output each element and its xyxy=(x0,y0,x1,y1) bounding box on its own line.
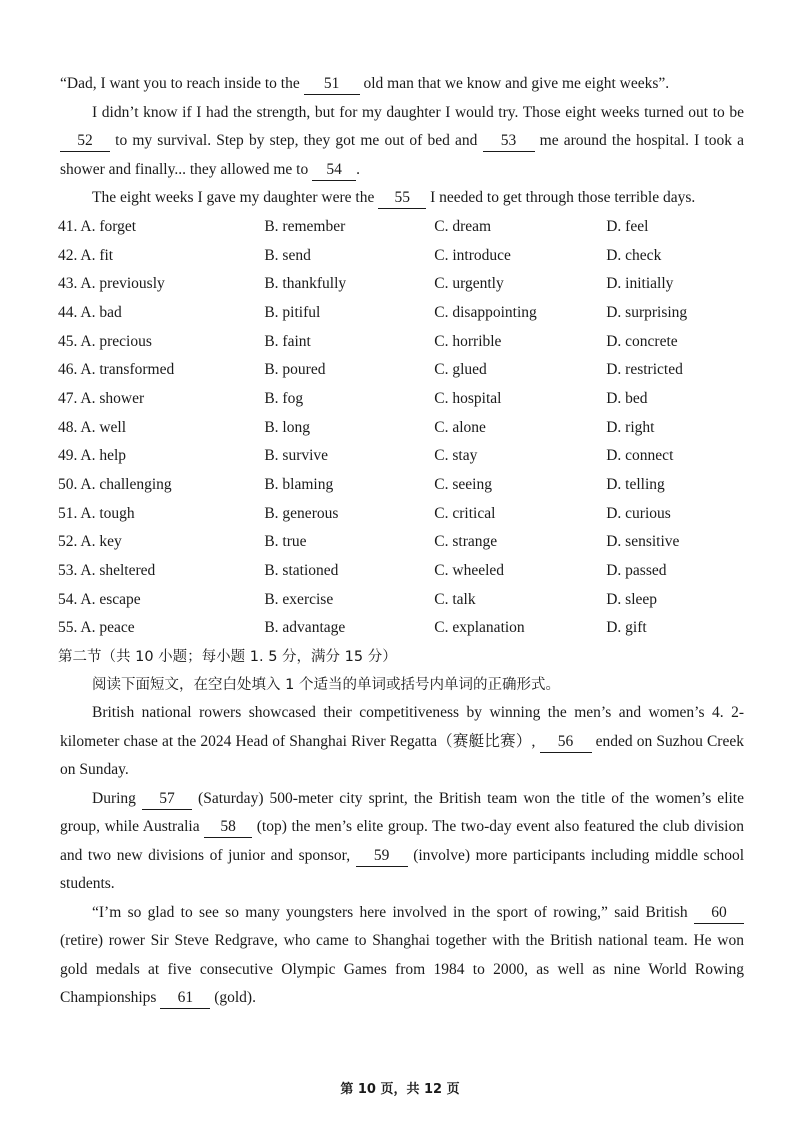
option-row xyxy=(58,270,758,299)
section-instruction: 阅读下面短文，在空白处填入 1 个适当的单词或括号内单词的正确形式。 xyxy=(92,676,560,693)
option-a: 53. A. sheltered xyxy=(58,562,156,580)
option-c: C. horrible xyxy=(434,332,502,350)
passage-paragraph-3: The eight weeks I gave my daughter were the 55 I needed to get through those terrible days. xyxy=(60,184,744,213)
option-a: 45. A. precious xyxy=(58,332,152,350)
option-c: C. hospital xyxy=(434,389,502,407)
option-c: C. dream xyxy=(434,217,492,235)
option-d: D. right xyxy=(606,418,655,436)
option-d: D. concrete xyxy=(606,332,678,350)
answer-blank-51: 51 xyxy=(304,74,360,95)
answer-blank-52: 52 xyxy=(60,131,110,152)
option-b: B. true xyxy=(264,533,307,551)
answer-blank-61: 61 xyxy=(160,988,210,1009)
exam-page xyxy=(60,70,744,1013)
option-c: C. strange xyxy=(434,533,498,551)
passage-paragraph-1: “Dad, I want you to reach inside to the 51 old man that we know and give me eight weeks”. xyxy=(60,70,744,99)
option-a: 52. A. key xyxy=(58,533,122,551)
option-b: B. advantage xyxy=(264,619,346,637)
option-a: 50. A. challenging xyxy=(58,476,172,494)
answer-blank-58: 58 xyxy=(204,817,252,838)
option-a: 41. A. forget xyxy=(58,217,137,235)
option-b: B. stationed xyxy=(264,562,339,580)
option-c: C. seeing xyxy=(434,476,492,494)
option-row xyxy=(58,499,758,528)
option-a: 44. A. bad xyxy=(58,303,122,321)
grammar-paragraph-2: During 57 (Saturday) 500-meter city sprint, the British team won the title of the women’s elite group, while Australia 58 (top) the men’s elite group. The two-day event also featured the club division and two new divisions of junior and sponsor, 59 (involve) more participants including middle school students. xyxy=(60,789,745,893)
option-a: 51. A. tough xyxy=(58,504,135,522)
option-d: D. feel xyxy=(606,217,649,235)
grammar-paragraph-1: British national rowers showcased their competitiveness by winning the men’s and women’s 4. 2-kilometer chase at the 2024 Head of Shanghai River Regatta（赛艇比赛）, 56 ended on Suzhou Creek on Sunday. xyxy=(60,704,744,779)
answer-blank-57: 57 xyxy=(142,789,192,810)
option-row xyxy=(58,585,758,614)
passage-paragraph-2: I didn’t know if I had the strength, but for my daughter I would try. Those eight weeks turned out to be 52 to my survival. Step by step, they got me out of bed and 53 me around the hospital. I took a shower and finally... they allowed me to 54 . xyxy=(60,99,744,185)
option-row xyxy=(58,528,758,557)
option-d: D. curious xyxy=(606,504,671,522)
option-row xyxy=(58,413,758,442)
answer-blank-54: 54 xyxy=(312,160,356,181)
option-c: C. glued xyxy=(434,361,487,379)
option-row xyxy=(58,614,758,643)
option-row xyxy=(58,442,758,471)
option-row xyxy=(58,385,758,414)
answer-blank-59: 59 xyxy=(356,846,408,867)
answer-blank-60: 60 xyxy=(694,903,744,924)
option-row xyxy=(58,213,758,242)
option-row xyxy=(58,557,758,586)
options-table xyxy=(58,213,758,643)
option-row xyxy=(58,241,758,270)
option-b: B. faint xyxy=(264,332,311,350)
option-d: D. sensitive xyxy=(606,533,680,551)
option-a: 47. A. shower xyxy=(58,389,145,407)
option-d: D. check xyxy=(606,246,662,264)
option-a: 43. A. previously xyxy=(58,275,165,293)
option-c: C. stay xyxy=(434,447,478,465)
option-c: C. disappointing xyxy=(434,303,537,321)
option-c: C. talk xyxy=(434,590,476,608)
option-a: 54. A. escape xyxy=(58,590,141,608)
option-d: D. surprising xyxy=(606,303,688,321)
option-a: 55. A. peace xyxy=(58,619,135,637)
option-b: B. remember xyxy=(264,217,346,235)
option-row xyxy=(58,299,758,328)
answer-blank-53: 53 xyxy=(483,131,535,152)
option-d: D. initially xyxy=(606,275,674,293)
option-b: B. exercise xyxy=(264,590,334,608)
option-b: B. long xyxy=(264,418,310,436)
option-a: 48. A. well xyxy=(58,418,127,436)
option-c: C. wheeled xyxy=(434,562,505,580)
option-c: C. critical xyxy=(434,504,496,522)
option-c: C. introduce xyxy=(434,246,511,264)
option-d: D. restricted xyxy=(606,361,683,379)
option-b: B. blaming xyxy=(264,476,334,494)
answer-blank-56: 56 xyxy=(540,732,592,753)
section-heading: 第二节（共 10 小题；每小题 1. 5 分，满分 15 分） xyxy=(58,648,397,665)
option-b: B. poured xyxy=(264,361,326,379)
option-d: D. passed xyxy=(606,562,667,580)
option-c: C. alone xyxy=(434,418,486,436)
grammar-paragraph-3: “I’m so glad to see so many youngsters here involved in the sport of rowing,” said British 60 (retire) rower Sir Steve Redgrave, who came to Shanghai together with the British national team. He won gold medals at five consecutive Olympic Games from 1984 to 2000, as well as nine World Rowing Championships 61 (gold). xyxy=(60,899,744,1013)
option-row xyxy=(58,471,758,500)
answer-blank-55: 55 xyxy=(378,188,426,209)
option-d: D. connect xyxy=(606,447,674,465)
option-d: D. telling xyxy=(606,476,665,494)
option-a: 46. A. transformed xyxy=(58,361,175,379)
option-a: 42. A. fit xyxy=(58,246,114,264)
option-b: B. generous xyxy=(264,504,339,522)
option-b: B. send xyxy=(264,246,311,264)
option-d: D. sleep xyxy=(606,590,658,608)
option-b: B. survive xyxy=(264,447,329,465)
option-c: C. urgently xyxy=(434,275,504,293)
option-b: B. pitiful xyxy=(264,303,321,321)
option-a: 49. A. help xyxy=(58,447,127,465)
option-d: D. bed xyxy=(606,389,648,407)
option-row xyxy=(58,327,758,356)
option-c: C. explanation xyxy=(434,619,525,637)
option-d: D. gift xyxy=(606,619,647,637)
option-b: B. fog xyxy=(264,389,304,407)
page-footer: 第 10 页，共 12 页 xyxy=(340,1082,460,1097)
option-row xyxy=(58,356,758,385)
option-b: B. thankfully xyxy=(264,275,347,293)
